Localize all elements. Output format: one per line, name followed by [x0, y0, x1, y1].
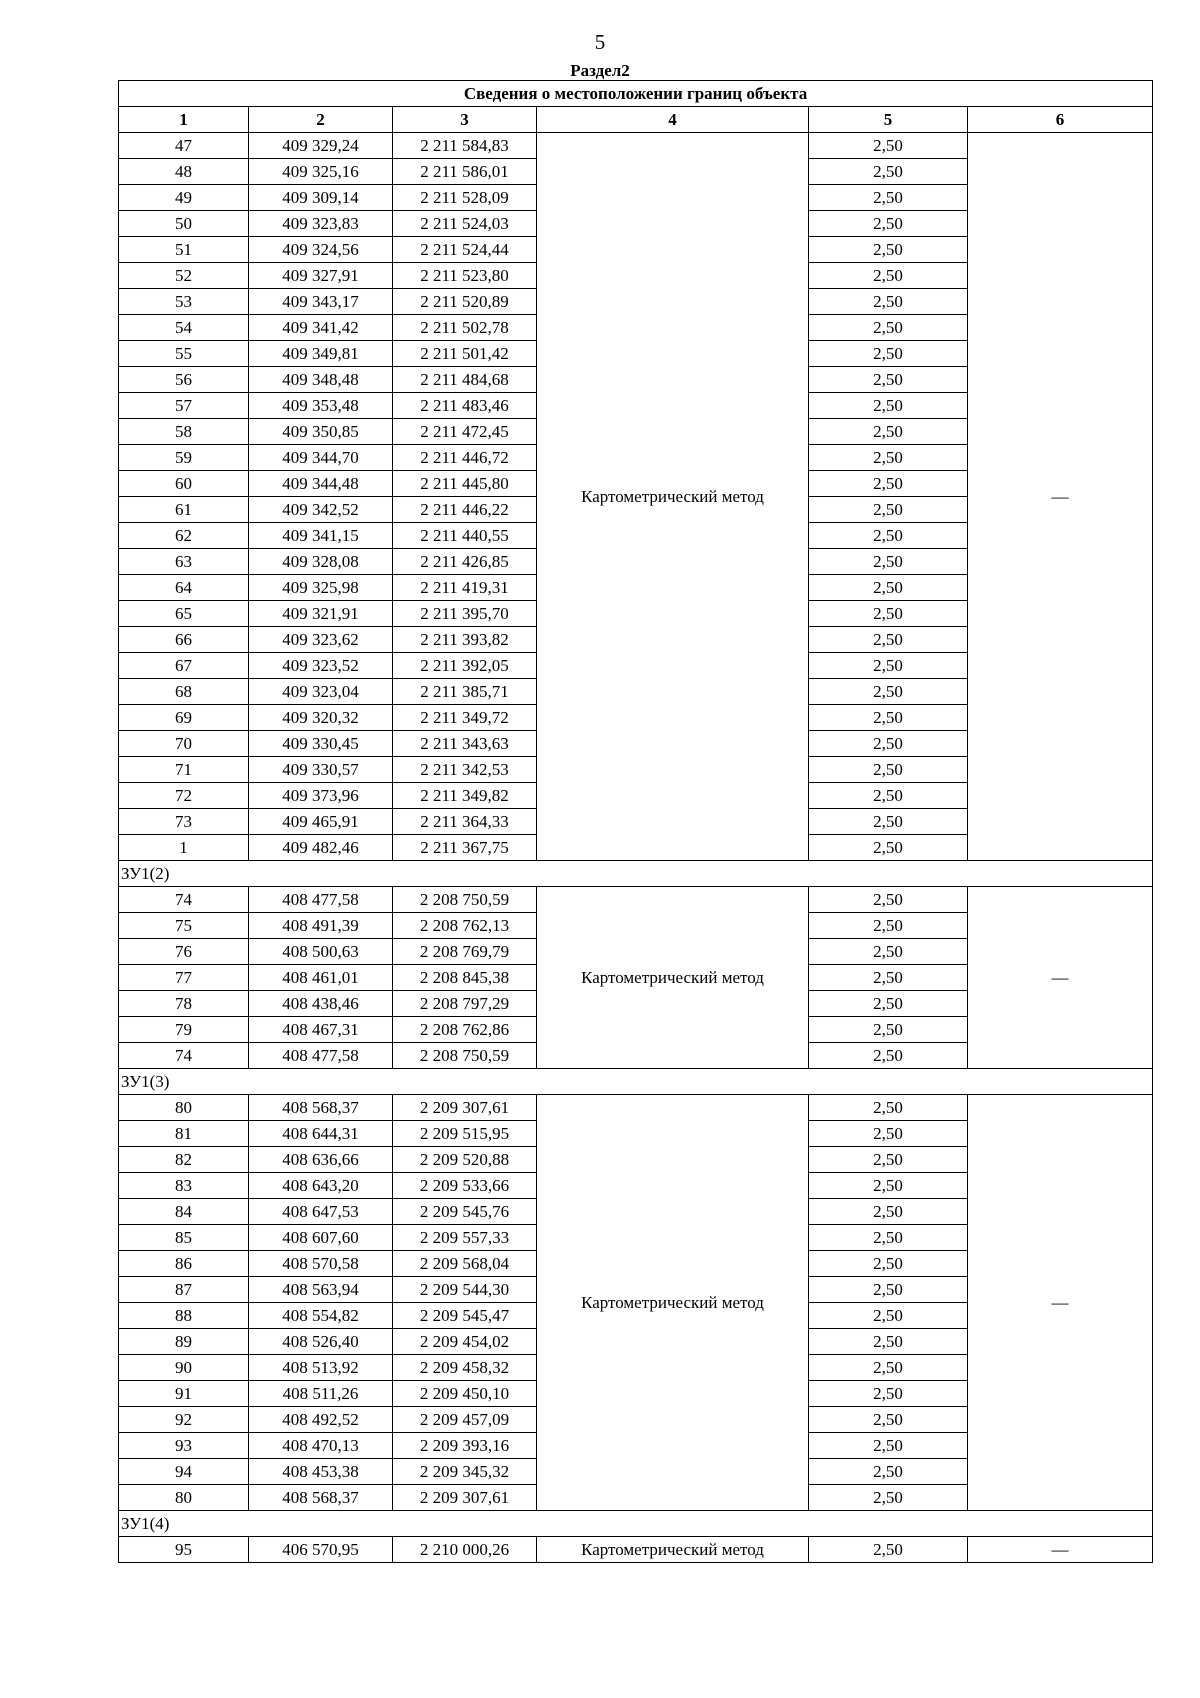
- point-number: 80: [119, 1095, 249, 1121]
- point-number: 57: [119, 393, 249, 419]
- y-coordinate: 2 211 349,82: [393, 783, 537, 809]
- x-coordinate: 409 344,48: [249, 471, 393, 497]
- x-coordinate: 408 438,46: [249, 991, 393, 1017]
- x-coordinate: 409 373,96: [249, 783, 393, 809]
- point-number: 85: [119, 1225, 249, 1251]
- y-coordinate: 2 211 445,80: [393, 471, 537, 497]
- table-body: [119, 133, 1153, 1563]
- x-coordinate: 408 511,26: [249, 1381, 393, 1407]
- point-number: 90: [119, 1355, 249, 1381]
- y-coordinate: 2 211 524,03: [393, 211, 537, 237]
- y-coordinate: 2 208 762,86: [393, 1017, 537, 1043]
- y-coordinate: 2 208 797,29: [393, 991, 537, 1017]
- point-number: 67: [119, 653, 249, 679]
- x-coordinate: 408 477,58: [249, 887, 393, 913]
- point-number: 78: [119, 991, 249, 1017]
- column6-dash: —: [968, 1537, 1153, 1563]
- accuracy-value: 2,50: [809, 497, 968, 523]
- y-coordinate: 2 211 367,75: [393, 835, 537, 861]
- y-coordinate: 2 209 533,66: [393, 1173, 537, 1199]
- table-row: [119, 1095, 1153, 1121]
- point-number: 94: [119, 1459, 249, 1485]
- x-coordinate: 409 321,91: [249, 601, 393, 627]
- point-number: 95: [119, 1537, 249, 1563]
- y-coordinate: 2 209 545,47: [393, 1303, 537, 1329]
- x-coordinate: 408 470,13: [249, 1433, 393, 1459]
- x-coordinate: 409 348,48: [249, 367, 393, 393]
- point-number: 79: [119, 1017, 249, 1043]
- accuracy-value: 2,50: [809, 1485, 968, 1511]
- table-row: [119, 887, 1153, 913]
- point-number: 49: [119, 185, 249, 211]
- accuracy-value: 2,50: [809, 809, 968, 835]
- x-coordinate: 408 491,39: [249, 913, 393, 939]
- x-coordinate: 409 309,14: [249, 185, 393, 211]
- y-coordinate: 2 209 457,09: [393, 1407, 537, 1433]
- point-number: 70: [119, 731, 249, 757]
- point-number: 76: [119, 939, 249, 965]
- accuracy-value: 2,50: [809, 887, 968, 913]
- accuracy-value: 2,50: [809, 1225, 968, 1251]
- y-coordinate: 2 211 395,70: [393, 601, 537, 627]
- point-number: 71: [119, 757, 249, 783]
- group-label-row: [119, 1069, 1153, 1095]
- accuracy-value: 2,50: [809, 835, 968, 861]
- point-number: 55: [119, 341, 249, 367]
- point-number: 91: [119, 1381, 249, 1407]
- accuracy-value: 2,50: [809, 289, 968, 315]
- accuracy-value: 2,50: [809, 367, 968, 393]
- point-number: 56: [119, 367, 249, 393]
- x-coordinate: 408 492,52: [249, 1407, 393, 1433]
- y-coordinate: 2 209 307,61: [393, 1485, 537, 1511]
- page-number: 5: [594, 30, 606, 54]
- y-coordinate: 2 211 520,89: [393, 289, 537, 315]
- y-coordinate: 2 209 544,30: [393, 1277, 537, 1303]
- point-number: 82: [119, 1147, 249, 1173]
- point-number: 53: [119, 289, 249, 315]
- y-coordinate: 2 209 307,61: [393, 1095, 537, 1121]
- x-coordinate: 408 453,38: [249, 1459, 393, 1485]
- accuracy-value: 2,50: [809, 1121, 968, 1147]
- x-coordinate: 409 330,45: [249, 731, 393, 757]
- accuracy-value: 2,50: [809, 653, 968, 679]
- x-coordinate: 408 467,31: [249, 1017, 393, 1043]
- x-coordinate: 406 570,95: [249, 1537, 393, 1563]
- point-number: 87: [119, 1277, 249, 1303]
- y-coordinate: 2 211 364,33: [393, 809, 537, 835]
- table-caption: Сведения о местоположении границ объекта: [119, 81, 1153, 107]
- point-number: 73: [119, 809, 249, 835]
- method-cell: Картометрический метод: [537, 1095, 809, 1511]
- point-number: 50: [119, 211, 249, 237]
- column6-dash: —: [968, 1095, 1153, 1511]
- accuracy-value: 2,50: [809, 679, 968, 705]
- y-coordinate: 2 211 393,82: [393, 627, 537, 653]
- point-number: 84: [119, 1199, 249, 1225]
- group-label: ЗУ1(4): [119, 1511, 1153, 1537]
- accuracy-value: 2,50: [809, 575, 968, 601]
- x-coordinate: 408 500,63: [249, 939, 393, 965]
- column-header-row: [119, 107, 1153, 133]
- accuracy-value: 2,50: [809, 1173, 968, 1199]
- point-number: 47: [119, 133, 249, 159]
- accuracy-value: 2,50: [809, 627, 968, 653]
- x-coordinate: 409 323,62: [249, 627, 393, 653]
- x-coordinate: 409 341,42: [249, 315, 393, 341]
- point-number: 60: [119, 471, 249, 497]
- y-coordinate: 2 211 342,53: [393, 757, 537, 783]
- y-coordinate: 2 211 584,83: [393, 133, 537, 159]
- y-coordinate: 2 211 523,80: [393, 263, 537, 289]
- boundary-table: [118, 80, 1153, 1563]
- y-coordinate: 2 211 501,42: [393, 341, 537, 367]
- section-title: Раздел2: [570, 61, 630, 80]
- accuracy-value: 2,50: [809, 913, 968, 939]
- x-coordinate: 408 647,53: [249, 1199, 393, 1225]
- x-coordinate: 409 323,52: [249, 653, 393, 679]
- point-number: 74: [119, 887, 249, 913]
- point-number: 51: [119, 237, 249, 263]
- x-coordinate: 409 325,98: [249, 575, 393, 601]
- x-coordinate: 408 477,58: [249, 1043, 393, 1069]
- accuracy-value: 2,50: [809, 1199, 968, 1225]
- x-coordinate: 409 329,24: [249, 133, 393, 159]
- y-coordinate: 2 210 000,26: [393, 1537, 537, 1563]
- x-coordinate: 408 554,82: [249, 1303, 393, 1329]
- accuracy-value: 2,50: [809, 1251, 968, 1277]
- x-coordinate: 408 643,20: [249, 1173, 393, 1199]
- x-coordinate: 409 350,85: [249, 419, 393, 445]
- x-coordinate: 409 323,83: [249, 211, 393, 237]
- accuracy-value: 2,50: [809, 263, 968, 289]
- y-coordinate: 2 208 845,38: [393, 965, 537, 991]
- x-coordinate: 409 327,91: [249, 263, 393, 289]
- accuracy-value: 2,50: [809, 1043, 968, 1069]
- x-coordinate: 408 636,66: [249, 1147, 393, 1173]
- point-number: 88: [119, 1303, 249, 1329]
- point-number: 92: [119, 1407, 249, 1433]
- y-coordinate: 2 211 385,71: [393, 679, 537, 705]
- column-header: 2: [249, 107, 393, 133]
- column6-dash: —: [968, 133, 1153, 861]
- y-coordinate: 2 211 483,46: [393, 393, 537, 419]
- x-coordinate: 409 325,16: [249, 159, 393, 185]
- x-coordinate: 408 563,94: [249, 1277, 393, 1303]
- column-header: 3: [393, 107, 537, 133]
- y-coordinate: 2 209 520,88: [393, 1147, 537, 1173]
- accuracy-value: 2,50: [809, 1329, 968, 1355]
- y-coordinate: 2 211 419,31: [393, 575, 537, 601]
- method-cell: Картометрический метод: [537, 1537, 809, 1563]
- point-number: 77: [119, 965, 249, 991]
- accuracy-value: 2,50: [809, 419, 968, 445]
- point-number: 66: [119, 627, 249, 653]
- point-number: 63: [119, 549, 249, 575]
- point-number: 59: [119, 445, 249, 471]
- y-coordinate: 2 211 484,68: [393, 367, 537, 393]
- point-number: 54: [119, 315, 249, 341]
- y-coordinate: 2 209 450,10: [393, 1381, 537, 1407]
- y-coordinate: 2 208 762,13: [393, 913, 537, 939]
- accuracy-value: 2,50: [809, 601, 968, 627]
- x-coordinate: 408 570,58: [249, 1251, 393, 1277]
- column-header: 1: [119, 107, 249, 133]
- y-coordinate: 2 209 557,33: [393, 1225, 537, 1251]
- point-number: 75: [119, 913, 249, 939]
- accuracy-value: 2,50: [809, 731, 968, 757]
- accuracy-value: 2,50: [809, 523, 968, 549]
- group-label: ЗУ1(3): [119, 1069, 1153, 1095]
- accuracy-value: 2,50: [809, 1147, 968, 1173]
- point-number: 58: [119, 419, 249, 445]
- table-row: [119, 1537, 1153, 1563]
- y-coordinate: 2 211 586,01: [393, 159, 537, 185]
- x-coordinate: 408 607,60: [249, 1225, 393, 1251]
- point-number: 74: [119, 1043, 249, 1069]
- y-coordinate: 2 209 345,32: [393, 1459, 537, 1485]
- accuracy-value: 2,50: [809, 705, 968, 731]
- x-coordinate: 409 342,52: [249, 497, 393, 523]
- accuracy-value: 2,50: [809, 1459, 968, 1485]
- point-number: 64: [119, 575, 249, 601]
- accuracy-value: 2,50: [809, 471, 968, 497]
- accuracy-value: 2,50: [809, 783, 968, 809]
- method-cell: Картометрический метод: [537, 887, 809, 1069]
- accuracy-value: 2,50: [809, 341, 968, 367]
- y-coordinate: 2 211 426,85: [393, 549, 537, 575]
- x-coordinate: 409 349,81: [249, 341, 393, 367]
- point-number: 81: [119, 1121, 249, 1147]
- accuracy-value: 2,50: [809, 1303, 968, 1329]
- x-coordinate: 409 482,46: [249, 835, 393, 861]
- point-number: 68: [119, 679, 249, 705]
- accuracy-value: 2,50: [809, 1433, 968, 1459]
- y-coordinate: 2 211 502,78: [393, 315, 537, 341]
- point-number: 52: [119, 263, 249, 289]
- group-label-row: [119, 1511, 1153, 1537]
- accuracy-value: 2,50: [809, 237, 968, 263]
- accuracy-value: 2,50: [809, 1381, 968, 1407]
- accuracy-value: 2,50: [809, 159, 968, 185]
- x-coordinate: 409 328,08: [249, 549, 393, 575]
- point-number: 62: [119, 523, 249, 549]
- column6-dash: —: [968, 887, 1153, 1069]
- accuracy-value: 2,50: [809, 315, 968, 341]
- y-coordinate: 2 211 440,55: [393, 523, 537, 549]
- x-coordinate: 409 343,17: [249, 289, 393, 315]
- y-coordinate: 2 211 472,45: [393, 419, 537, 445]
- y-coordinate: 2 211 349,72: [393, 705, 537, 731]
- x-coordinate: 409 330,57: [249, 757, 393, 783]
- x-coordinate: 408 568,37: [249, 1485, 393, 1511]
- accuracy-value: 2,50: [809, 1017, 968, 1043]
- table-row: [119, 133, 1153, 159]
- y-coordinate: 2 208 769,79: [393, 939, 537, 965]
- x-coordinate: 409 341,15: [249, 523, 393, 549]
- y-coordinate: 2 211 343,63: [393, 731, 537, 757]
- point-number: 80: [119, 1485, 249, 1511]
- x-coordinate: 408 526,40: [249, 1329, 393, 1355]
- point-number: 1: [119, 835, 249, 861]
- y-coordinate: 2 211 446,22: [393, 497, 537, 523]
- accuracy-value: 2,50: [809, 393, 968, 419]
- x-coordinate: 409 324,56: [249, 237, 393, 263]
- point-number: 86: [119, 1251, 249, 1277]
- column-header: 5: [809, 107, 968, 133]
- x-coordinate: 408 461,01: [249, 965, 393, 991]
- column-header: 6: [968, 107, 1153, 133]
- y-coordinate: 2 211 528,09: [393, 185, 537, 211]
- point-number: 93: [119, 1433, 249, 1459]
- y-coordinate: 2 208 750,59: [393, 887, 537, 913]
- y-coordinate: 2 211 446,72: [393, 445, 537, 471]
- x-coordinate: 408 568,37: [249, 1095, 393, 1121]
- accuracy-value: 2,50: [809, 133, 968, 159]
- accuracy-value: 2,50: [809, 991, 968, 1017]
- point-number: 61: [119, 497, 249, 523]
- group-label-row: [119, 861, 1153, 887]
- accuracy-value: 2,50: [809, 1277, 968, 1303]
- accuracy-value: 2,50: [809, 549, 968, 575]
- point-number: 69: [119, 705, 249, 731]
- accuracy-value: 2,50: [809, 965, 968, 991]
- accuracy-value: 2,50: [809, 757, 968, 783]
- x-coordinate: 409 353,48: [249, 393, 393, 419]
- x-coordinate: 409 465,91: [249, 809, 393, 835]
- point-number: 72: [119, 783, 249, 809]
- accuracy-value: 2,50: [809, 445, 968, 471]
- accuracy-value: 2,50: [809, 211, 968, 237]
- y-coordinate: 2 209 568,04: [393, 1251, 537, 1277]
- y-coordinate: 2 208 750,59: [393, 1043, 537, 1069]
- accuracy-value: 2,50: [809, 939, 968, 965]
- point-number: 83: [119, 1173, 249, 1199]
- group-label: ЗУ1(2): [119, 861, 1153, 887]
- x-coordinate: 409 344,70: [249, 445, 393, 471]
- y-coordinate: 2 209 393,16: [393, 1433, 537, 1459]
- point-number: 65: [119, 601, 249, 627]
- column-header: 4: [537, 107, 809, 133]
- y-coordinate: 2 211 524,44: [393, 237, 537, 263]
- accuracy-value: 2,50: [809, 1095, 968, 1121]
- accuracy-value: 2,50: [809, 1355, 968, 1381]
- point-number: 89: [119, 1329, 249, 1355]
- y-coordinate: 2 211 392,05: [393, 653, 537, 679]
- method-cell: Картометрический метод: [537, 133, 809, 861]
- y-coordinate: 2 209 458,32: [393, 1355, 537, 1381]
- x-coordinate: 409 323,04: [249, 679, 393, 705]
- x-coordinate: 409 320,32: [249, 705, 393, 731]
- accuracy-value: 2,50: [809, 1537, 968, 1563]
- y-coordinate: 2 209 545,76: [393, 1199, 537, 1225]
- x-coordinate: 408 644,31: [249, 1121, 393, 1147]
- accuracy-value: 2,50: [809, 1407, 968, 1433]
- y-coordinate: 2 209 515,95: [393, 1121, 537, 1147]
- x-coordinate: 408 513,92: [249, 1355, 393, 1381]
- accuracy-value: 2,50: [809, 185, 968, 211]
- y-coordinate: 2 209 454,02: [393, 1329, 537, 1355]
- point-number: 48: [119, 159, 249, 185]
